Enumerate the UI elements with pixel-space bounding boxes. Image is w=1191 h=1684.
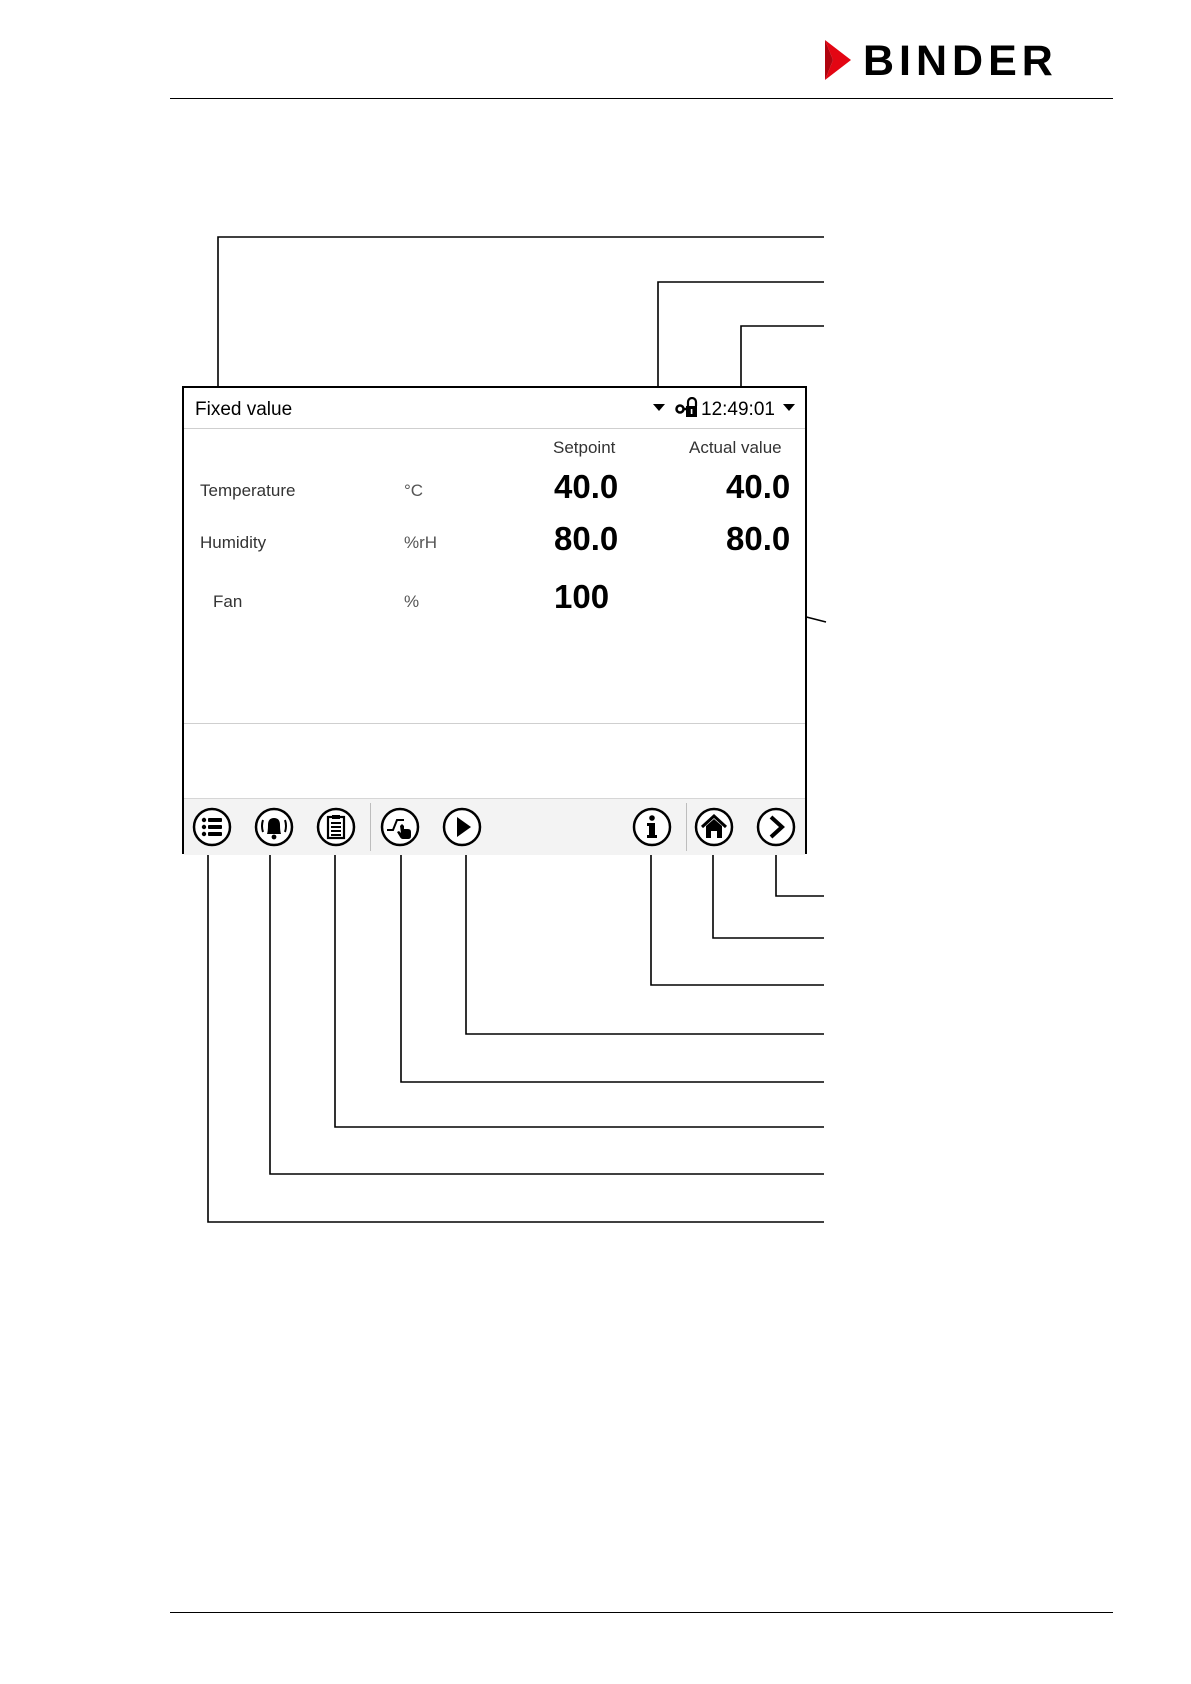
row-unit-humidity: %rH bbox=[404, 533, 438, 552]
humidity-setpoint-value[interactable]: 80.0 bbox=[554, 520, 619, 557]
leader-line-alarm-button bbox=[270, 854, 824, 1174]
mode-title: Fixed value bbox=[195, 399, 293, 420]
temperature-actual-value: 40.0 bbox=[726, 468, 791, 505]
leader-line-menu-button bbox=[208, 854, 824, 1222]
clipboard-icon[interactable] bbox=[316, 807, 356, 847]
alarm-bell-icon[interactable] bbox=[254, 807, 294, 847]
toolbar-divider bbox=[370, 803, 371, 851]
temperature-setpoint-value[interactable]: 40.0 bbox=[554, 468, 619, 505]
home-icon[interactable] bbox=[694, 807, 734, 847]
leader-line-next-button bbox=[776, 854, 824, 896]
list-menu-icon[interactable] bbox=[192, 807, 232, 847]
next-icon[interactable] bbox=[756, 807, 796, 847]
play-icon[interactable] bbox=[442, 807, 482, 847]
controller-screen bbox=[182, 386, 807, 854]
fan-setpoint-value[interactable]: 100 bbox=[554, 578, 610, 615]
bottom-toolbar bbox=[184, 798, 805, 855]
title-bar bbox=[184, 388, 805, 429]
info-icon[interactable] bbox=[632, 807, 672, 847]
leader-line-clipboard-button bbox=[335, 854, 824, 1127]
brand-logo-text: BINDER bbox=[863, 37, 1058, 85]
setpoint-touch-icon[interactable] bbox=[380, 807, 420, 847]
humidity-actual-value: 80.0 bbox=[726, 520, 791, 557]
status-dropdown-icon[interactable] bbox=[652, 401, 666, 413]
leader-line-info-button bbox=[651, 854, 824, 985]
row-label-fan: Fan bbox=[213, 592, 243, 611]
setpoint-column-header: Setpoint bbox=[553, 438, 616, 457]
user-lock-icon bbox=[674, 397, 698, 419]
toolbar-divider bbox=[686, 803, 687, 851]
leader-line-title bbox=[218, 237, 824, 388]
content-separator bbox=[184, 723, 805, 724]
row-label-humidity: Humidity bbox=[200, 533, 267, 552]
leader-line-play-button bbox=[466, 854, 824, 1034]
clock-display: 12:49:01 bbox=[701, 399, 775, 420]
actual-value-column-header: Actual value bbox=[689, 438, 782, 457]
row-unit-fan: % bbox=[404, 592, 420, 611]
leader-line-clock bbox=[741, 326, 824, 388]
row-label-temperature: Temperature bbox=[200, 481, 296, 500]
menu-dropdown-icon[interactable] bbox=[782, 401, 796, 413]
row-unit-temperature: °C bbox=[404, 481, 424, 500]
leader-line-setpoint-button bbox=[401, 854, 824, 1082]
